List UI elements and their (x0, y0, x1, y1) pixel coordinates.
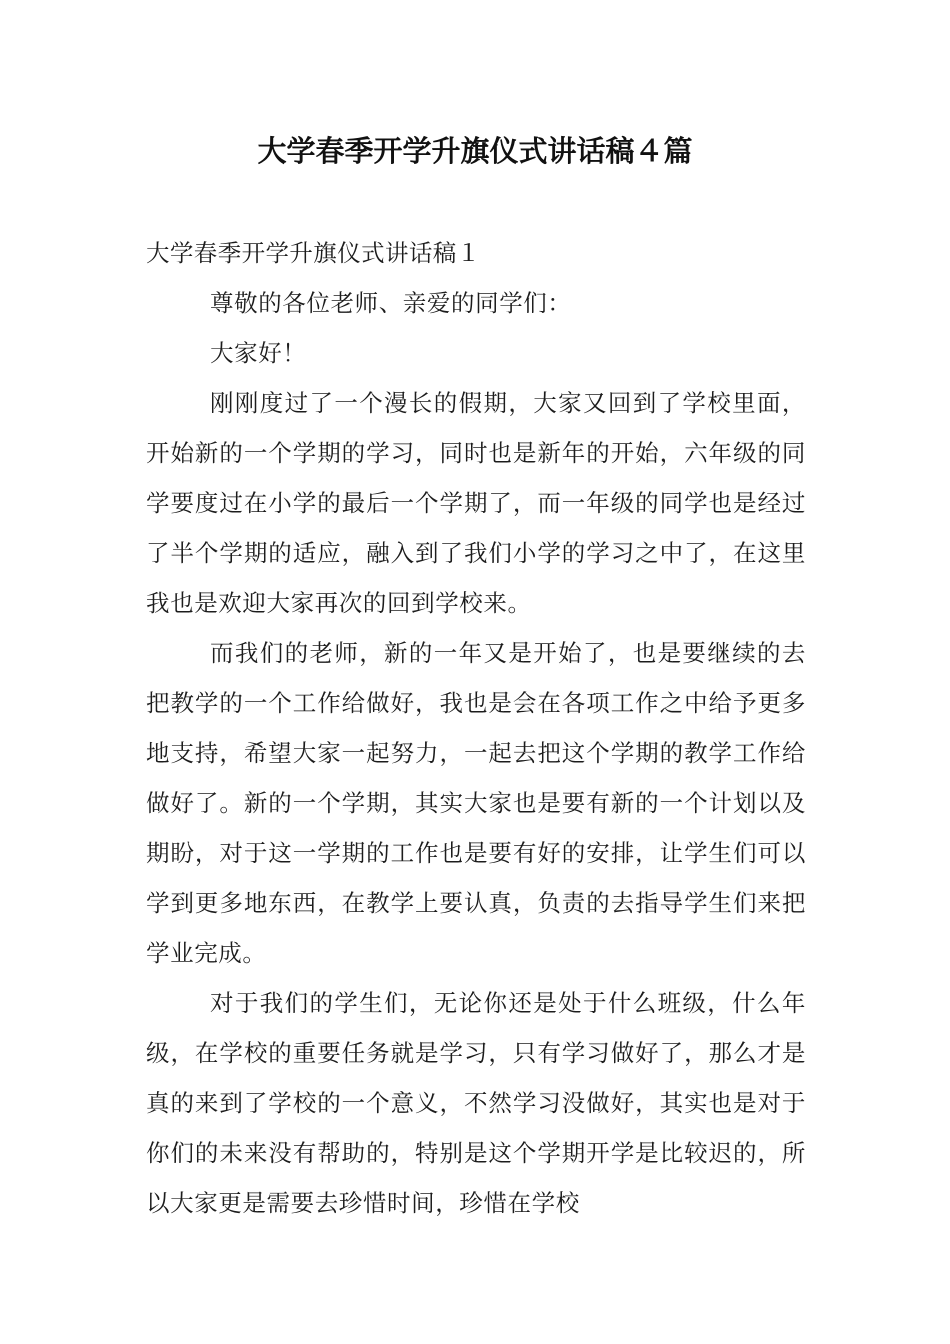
document-title: 大学春季开学升旗仪式讲话稿４篇 (257, 134, 693, 168)
section-heading: 大学春季开学升旗仪式讲话稿１ (146, 239, 481, 267)
body-paragraph: 对于我们的学生们，无论你还是处于什么班级，什么年级，在学校的重要任务就是学习，只有学习做好了，那么才是真的来到了学校的一个意义，不然学习没做好，其实也是对于你们的未来没有帮助的，特别是这个学期开学是比较迟的，所以大家更是需要去珍惜时间，珍惜在学校 (146, 989, 806, 1217)
salutation-line: 大家好！ (210, 339, 307, 367)
document-body (146, 228, 806, 1228)
greeting-line: 尊敬的各位老师、亲爱的同学们： (210, 289, 572, 317)
body-paragraph: 而我们的老师，新的一年又是开始了，也是要继续的去把教学的一个工作给做好，我也是会在各项工作之中给予更多地支持，希望大家一起努力，一起去把这个学期的教学工作给做好了。新的一个学期，其实大家也是要有新的一个计划以及期盼，对于这一学期的工作也是要有好的安排，让学生们可以学到更多地东西，在教学上要认真，负责的去指导学生们来把学业完成。 (146, 639, 806, 967)
body-paragraph: 刚刚度过了一个漫长的假期，大家又回到了学校里面，开始新的一个学期的学习，同时也是新年的开始，六年级的同学要度过在小学的最后一个学期了，而一年级的同学也是经过了半个学期的适应，融入到了我们小学的学习之中了，在这里我也是欢迎大家再次的回到学校来。 (146, 389, 806, 617)
